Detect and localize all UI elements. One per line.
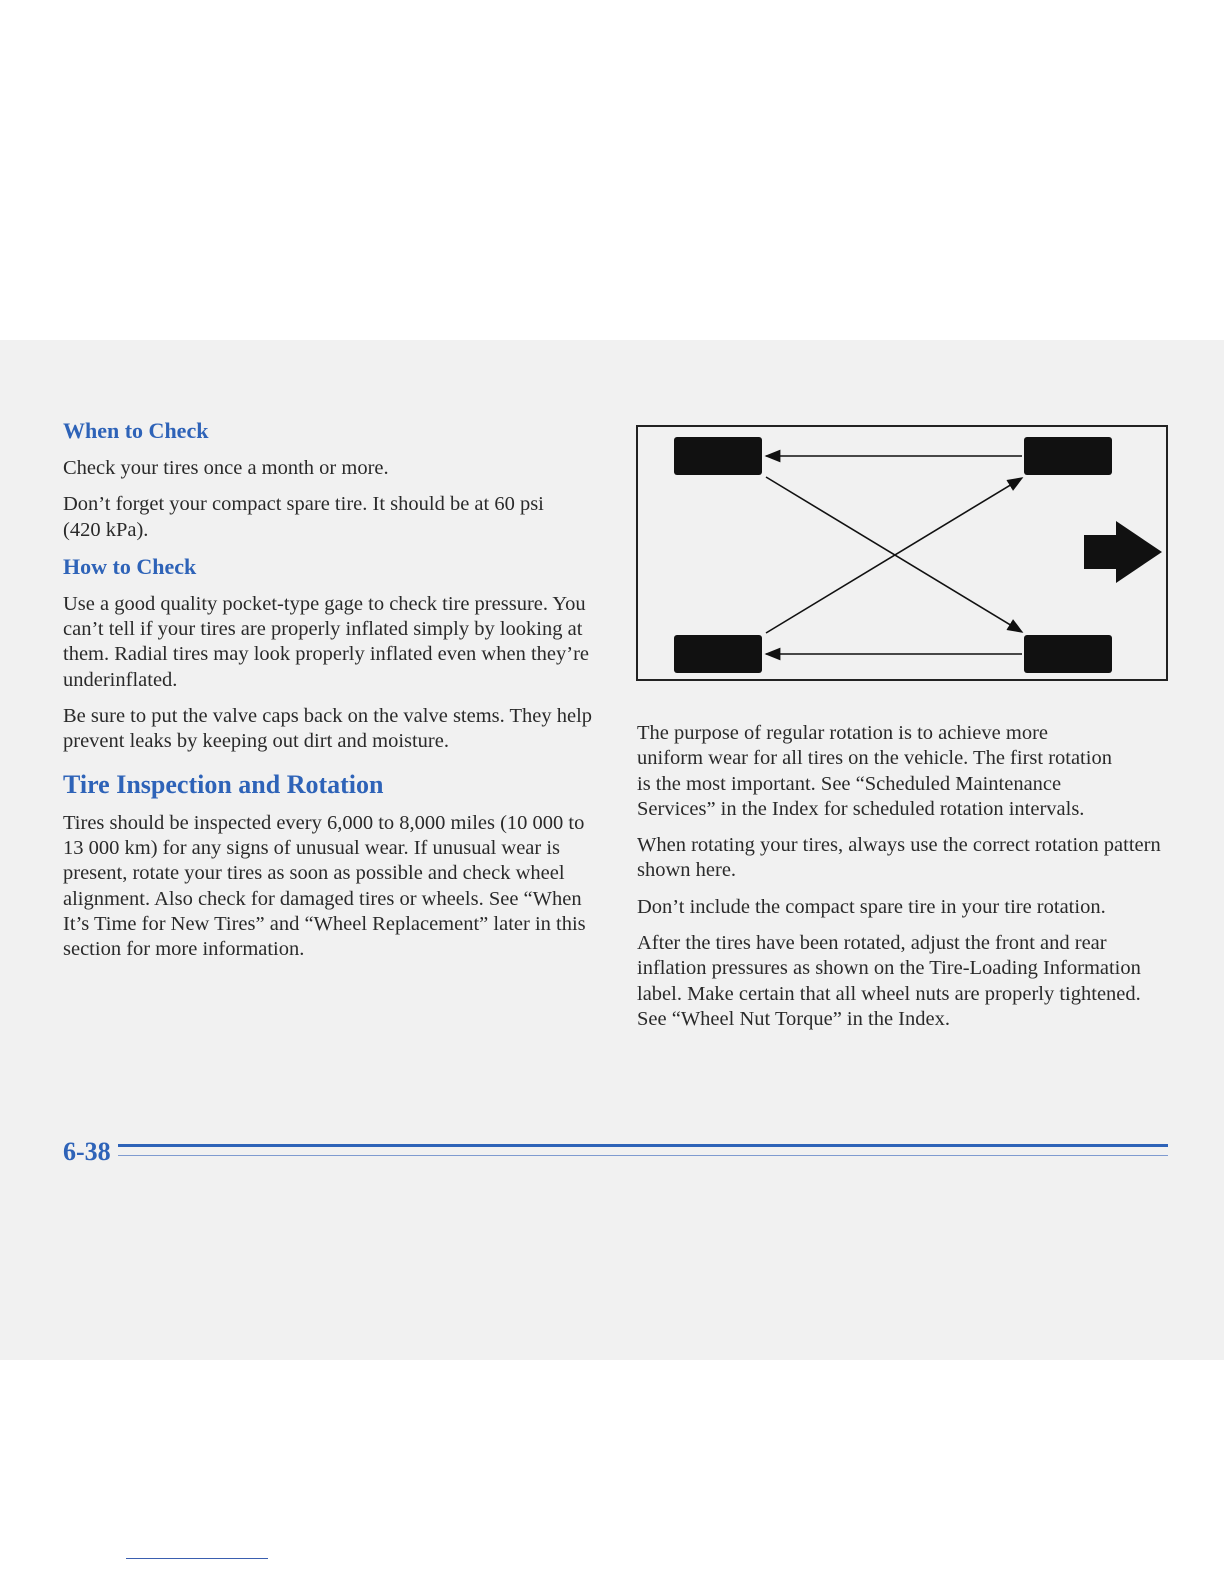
left-column <box>63 418 603 973</box>
footer-rule-thin <box>118 1155 1168 1156</box>
front-left-tire <box>674 437 762 475</box>
tire-rotation-diagram <box>636 425 1168 681</box>
bottom-divider <box>126 1558 268 1559</box>
spare-tire-paragraph: Don’t include the compact spare tire in your tire rotation. <box>637 895 1106 918</box>
how-to-check-paragraph-1: Use a good quality pocket-type gage to check tire pressure. You can’t tell if your tires are properly inflated simply by looking at them. Radial tires may look properly inflated even when they’re underinflated. <box>63 592 589 691</box>
right-column <box>637 721 1177 1043</box>
when-to-check-paragraph-1: Check your tires once a month or more. <box>63 457 389 479</box>
rear-right-tire <box>1024 635 1112 673</box>
how-to-check-heading: How to Check <box>63 553 197 579</box>
rotation-pattern-paragraph: When rotating your tires, always use the correct rotation pattern shown here. <box>637 834 1161 882</box>
rotation-pattern-svg <box>638 427 1166 679</box>
cross-arrow-to-rear-left <box>766 478 1022 633</box>
how-to-check-paragraph-2: Be sure to put the valve caps back on the valve stems. They help prevent leaks by keeping out dirt and moisture. <box>63 705 593 753</box>
footer-rule <box>118 1144 1168 1147</box>
tire-inspection-paragraph: Tires should be inspected every 6,000 to 8,000 miles (10 000 to 13 000 km) for any signs of unusual wear. If unusual wear is present, rotate your tires as soon as possible and check wheel alignment. Also check for damaged tires or wheels. See “When It’s Time for New Tires” and “Wheel Replacement” later in this section for more information. <box>63 811 586 961</box>
when-to-check-heading: When to Check <box>63 418 209 443</box>
tire-inspection-heading: Tire Inspection and Rotation <box>63 769 384 799</box>
direction-arrow-icon <box>1084 521 1162 583</box>
after-rotation-paragraph: After the tires have been rotated, adjust the front and rear inflation pressures as shown on the Tire-Loading Information label. Make certain that all wheel nuts are properly tightened. See “Wheel Nut Torque” in the Index. <box>637 932 1141 1030</box>
cross-arrow-to-rear-right <box>766 477 1022 632</box>
front-right-tire <box>674 635 762 673</box>
rear-left-tire <box>1024 437 1112 475</box>
rotation-purpose-paragraph: The purpose of regular rotation is to achieve more uniform wear for all tires on the vehicle. The first rotation is the most important. See “Scheduled Maintenance Services” in the Index for scheduled rotation intervals. <box>637 722 1112 820</box>
when-to-check-paragraph-2: Don’t forget your compact spare tire. It should be at 60 psi (420 kPa). <box>63 493 544 541</box>
page-number: 6-38 <box>63 1137 111 1166</box>
